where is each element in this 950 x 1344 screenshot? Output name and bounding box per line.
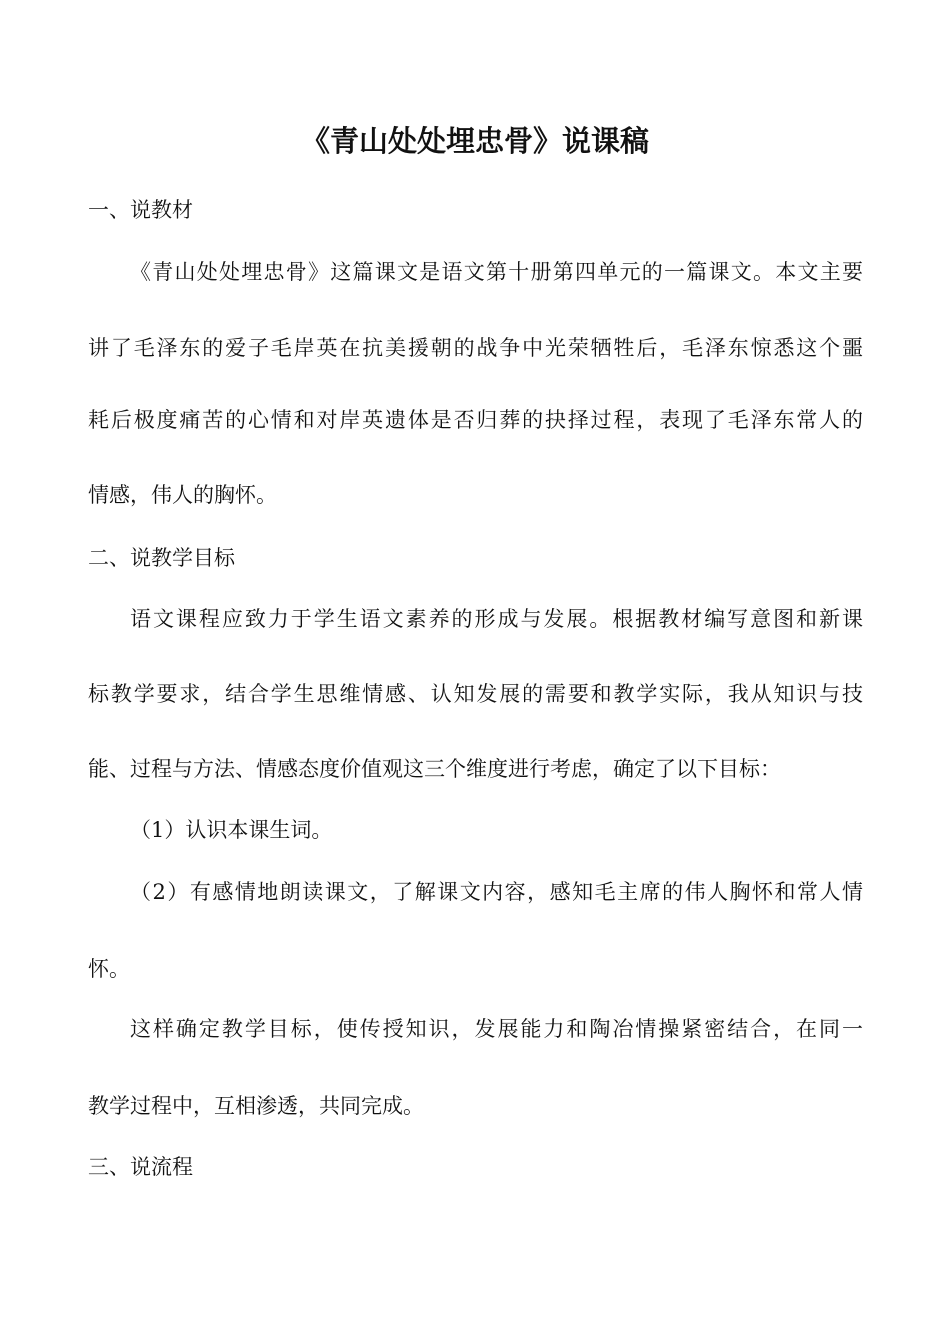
paragraph-line: 《青山处处埋忠骨》这篇课文是语文第十册第四单元的一篇课文。本文主要 [130,260,863,284]
paragraph-line: 能、过程与方法、情感态度价值观这三个维度进行考虑，确定了以下目标： [88,757,781,781]
paragraph-line: 讲了毛泽东的爱子毛岸英在抗美援朝的战争中光荣牺牲后，毛泽东惊悉这个噩 [88,336,863,360]
paragraph-line: 耗后极度痛苦的心情和对岸英遗体是否归葬的抉择过程，表现了毛泽东常人的 [88,408,863,432]
paragraph-line: 情感，伟人的胸怀。 [88,483,277,507]
section-heading-process: 三、说流程 [88,1155,193,1179]
goal-item-2-line: 怀。 [88,957,130,981]
paragraph-line: 这样确定教学目标，使传授知识，发展能力和陶冶情操紧密结合，在同一 [130,1017,863,1041]
goal-item-1: （1）认识本课生词。 [130,818,333,842]
paragraph-line: 标教学要求，结合学生思维情感、认知发展的需要和教学实际，我从知识与技 [88,682,863,706]
paragraph-line: 语文课程应致力于学生语文素养的形成与发展。根据教材编写意图和新课 [130,607,863,631]
section-heading-teaching-goals: 二、说教学目标 [88,546,235,570]
document-title: 《青山处处埋忠骨》说课稿 [300,124,649,158]
goal-item-2-line: （2）有感情地朗读课文，了解课文内容，感知毛主席的伟人胸怀和常人情 [130,880,863,904]
section-heading-teaching-material: 一、说教材 [88,198,193,222]
paragraph-line: 教学过程中，互相渗透，共同完成。 [88,1094,424,1118]
